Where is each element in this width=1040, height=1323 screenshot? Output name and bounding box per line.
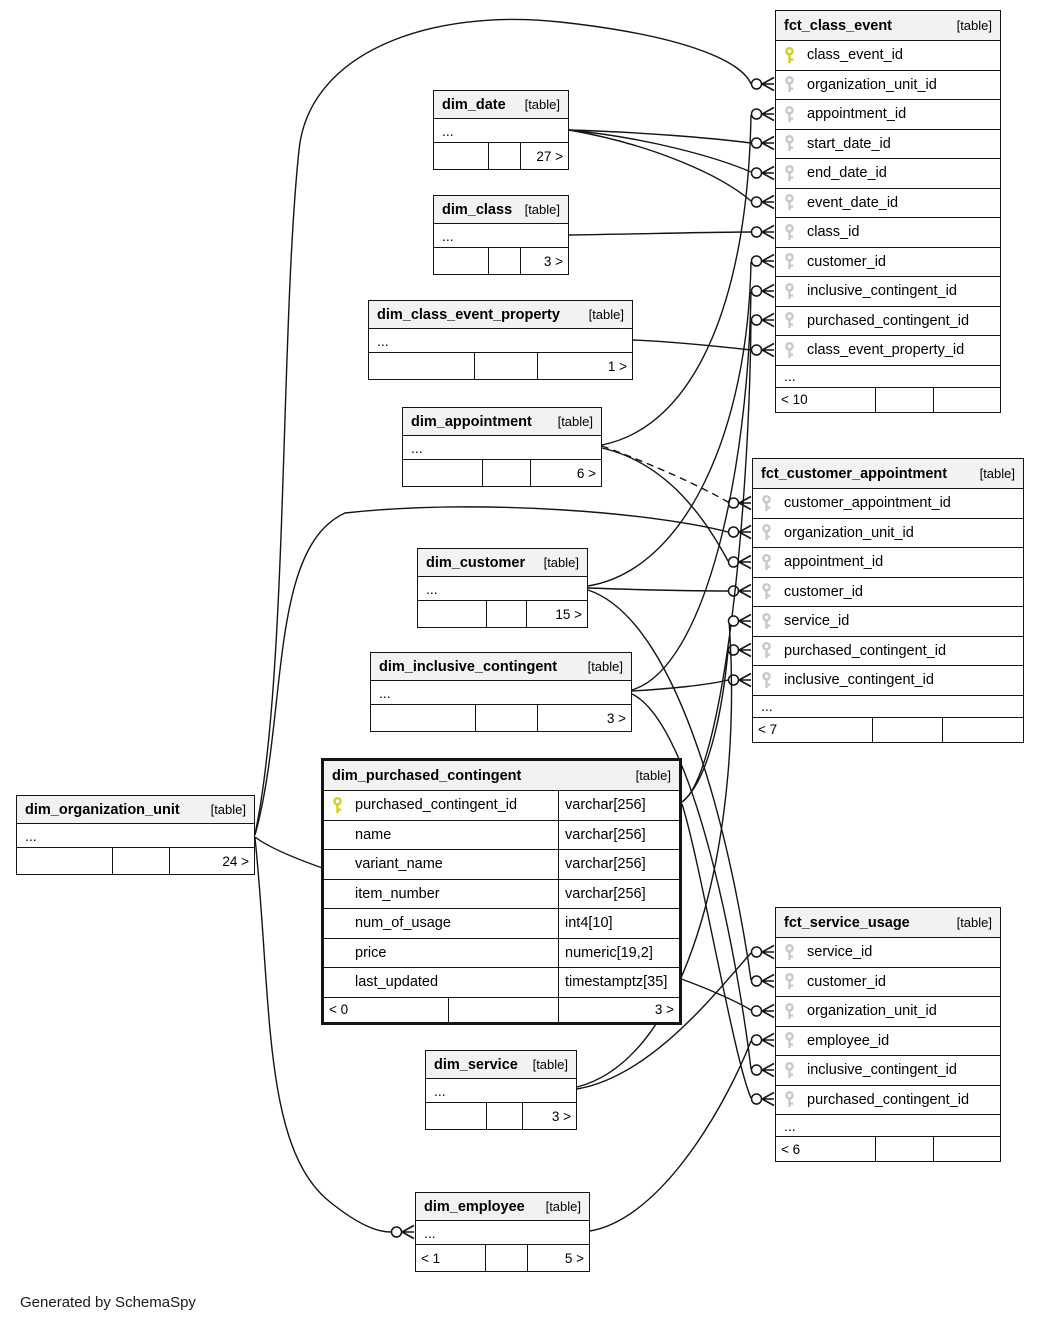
crowfoot-marker [739,497,751,510]
table-type-label: [table] [545,1199,581,1214]
table-title[interactable]: dim_service [434,1056,518,1073]
table-fct_class_event [775,10,1001,413]
column-row-organization_unit_id [776,71,1000,101]
footer-right-count: 15 > [526,601,587,627]
column-row-customer_id [776,248,1000,278]
foreign-key-icon [784,224,796,241]
column-row-employee_id [776,1027,1000,1057]
column-row-appointment_id [753,548,1023,578]
crowfoot-marker [762,285,774,298]
crowfoot-marker [739,585,751,598]
relationship-edge [588,588,728,591]
ellipsis-row: ... [371,681,631,705]
column-row-price [324,939,679,969]
footer-left-count [403,460,482,486]
column-row-inclusive_contingent_id [753,666,1023,696]
crowfoot-marker [739,644,751,657]
table-header [418,549,587,577]
zero-one-circle-marker [752,138,762,148]
column-name: num_of_usage [355,915,451,932]
crowfoot-marker [762,78,774,91]
footer-left-count: < 0 [329,1002,349,1017]
column-cell [776,194,1000,211]
relationship-edge [633,340,751,350]
column-name: event_date_id [807,194,899,211]
zero-one-circle-marker [752,1035,762,1045]
footer-left-count [434,143,488,169]
foreign-key-icon [784,106,796,123]
crowfoot-marker [762,1064,774,1077]
column-row-variant_name [324,850,679,880]
table-type-label: [table] [532,1057,568,1072]
column-row-purchased_contingent_id [776,307,1000,337]
table-title[interactable]: dim_class_event_property [377,306,560,323]
footer-right-count [933,388,1000,412]
footer-right-count: 3 > [520,248,568,274]
relationship-edge [569,232,751,235]
column-cell [776,1062,1000,1079]
column-name: customer_id [784,583,863,600]
zero-one-circle-marker [752,315,762,325]
column-name: class_id [807,224,860,241]
table-header [371,653,631,681]
column-name: name [355,826,392,843]
column-name: item_number [355,885,440,902]
zero-one-circle-marker [729,616,739,626]
footer-left-count [17,848,112,874]
column-row-class_event_property_id [776,336,1000,366]
column-row-end_date_id [776,159,1000,189]
footer-mid-cell [488,248,520,274]
ellipsis-row: ... [403,436,601,460]
column-row-customer_appointment_id [753,489,1023,519]
column-row-purchased_contingent_id [776,1086,1000,1116]
table-type-label: [table] [587,659,623,674]
table-title[interactable]: dim_employee [424,1198,525,1215]
column-cell [324,974,558,990]
footer-mid-cell [875,388,933,412]
table-dim_date [433,90,569,170]
column-cell [776,47,1000,64]
table-footer [426,1103,576,1129]
table-header [17,796,254,824]
column-name: price [355,944,387,961]
footer-left-count [426,1103,486,1129]
column-name: purchased_contingent_id [784,642,947,659]
crowfoot-marker [762,946,774,959]
footer-right-count: 6 > [530,460,601,486]
relationship-edge [632,680,728,691]
column-cell [776,106,1000,123]
ellipsis-row: ... [434,119,568,143]
column-name: end_date_id [807,165,887,182]
table-header [434,91,568,119]
ellipsis-row: ... [418,577,587,601]
table-header [403,408,601,436]
table-dim_class [433,195,569,275]
table-dim_customer [417,548,588,628]
column-row-class_event_id [776,41,1000,71]
column-cell [776,253,1000,270]
zero-one-circle-marker [752,79,762,89]
table-dim_appointment [402,407,602,487]
table-title[interactable]: dim_purchased_contingent [332,767,522,784]
footer-right-count [933,1137,1000,1161]
zero-one-circle-marker [752,168,762,178]
column-name: organization_unit_id [807,76,937,93]
ellipsis-row: ... [776,366,1000,388]
column-cell [776,973,1000,990]
foreign-key-icon [784,973,796,990]
column-row-service_id [776,938,1000,968]
primary-key-icon [784,47,796,64]
crowfoot-marker [762,975,774,988]
ellipsis-row: ... [17,824,254,848]
table-header [416,1193,589,1221]
column-type: varchar[256] [558,821,679,850]
zero-one-circle-marker [752,1094,762,1104]
foreign-key-icon [784,312,796,329]
crowfoot-marker [762,1005,774,1018]
zero-one-circle-marker [752,227,762,237]
table-footer [403,460,601,486]
table-footer [369,353,632,379]
table-footer [371,705,631,731]
column-cell [776,1003,1000,1020]
footer-mid-cell [482,460,530,486]
column-name: customer_appointment_id [784,495,951,512]
zero-one-circle-marker [752,109,762,119]
table-header [776,11,1000,41]
footer-left-count: < 10 [781,392,808,407]
table-title[interactable]: dim_customer [426,554,526,571]
crowfoot-marker [762,344,774,357]
column-row-name [324,821,679,851]
foreign-key-icon [784,1032,796,1049]
column-cell [776,1032,1000,1049]
column-cell [776,944,1000,961]
column-row-last_updated [324,968,679,998]
footer-mid-cell [486,601,527,627]
column-row-inclusive_contingent_id [776,277,1000,307]
footer-left-count [371,705,475,731]
table-dim_inclusive_contingent [370,652,632,732]
column-name: variant_name [355,856,443,873]
ellipsis-row: ... [753,696,1023,718]
table-type-label: [table] [635,768,671,783]
table-footer [776,388,1000,412]
table-type-label: [table] [979,466,1015,481]
table-title[interactable]: fct_customer_appointment [761,465,948,482]
footer-right-count: 3 > [537,705,631,731]
column-type: varchar[256] [558,791,679,820]
foreign-key-icon [761,672,773,689]
column-cell [753,495,1023,512]
table-footer [324,998,679,1022]
foreign-key-icon [761,642,773,659]
column-name: purchased_contingent_id [807,312,970,329]
column-row-organization_unit_id [776,997,1000,1027]
column-cell [324,915,558,931]
column-type: timestamptz[35] [558,968,679,997]
column-name: appointment_id [784,554,884,571]
column-row-service_id [753,607,1023,637]
crowfoot-marker [402,1226,414,1239]
table-header [776,908,1000,938]
column-name: start_date_id [807,135,891,152]
table-dim_purchased_contingent [321,758,682,1025]
table-title[interactable]: dim_class [442,201,513,218]
column-cell [324,856,558,872]
table-dim_organization_unit [16,795,255,875]
crowfoot-marker [762,314,774,327]
zero-one-circle-marker [392,1227,402,1237]
zero-one-circle-marker [752,256,762,266]
column-name: inclusive_contingent_id [807,283,957,300]
zero-one-circle-marker [752,345,762,355]
foreign-key-icon [761,583,773,600]
footer-left-count: < 7 [758,722,778,737]
table-header [434,196,568,224]
primary-key-icon [332,797,344,814]
relationship-edge [569,130,751,143]
footer-mid-cell [875,1137,933,1161]
table-type-label: [table] [557,414,593,429]
column-cell [324,827,558,843]
table-dim_service [425,1050,577,1130]
footer-mid-cell [486,1103,522,1129]
table-dim_class_event_property [368,300,633,380]
relationship-edge [569,130,751,172]
table-type-label: [table] [210,802,246,817]
footer-left-count [434,248,488,274]
zero-one-circle-marker [752,1006,762,1016]
crowfoot-marker [739,556,751,569]
column-cell [776,135,1000,152]
footer-right-count: 1 > [537,353,632,379]
table-type-label: [table] [956,18,992,33]
crowfoot-marker [762,137,774,150]
column-row-inclusive_contingent_id [776,1056,1000,1086]
table-dim_employee [415,1192,590,1272]
table-fct_customer_appointment [752,458,1024,743]
footer-right-count: 3 > [522,1103,576,1129]
column-type: varchar[256] [558,880,679,909]
footer-right-count [942,718,1023,742]
foreign-key-icon [784,135,796,152]
table-title[interactable]: dim_organization_unit [25,801,180,818]
crowfoot-marker [762,196,774,209]
column-cell [776,224,1000,241]
column-cell [776,312,1000,329]
column-row-organization_unit_id [753,519,1023,549]
column-cell [753,583,1023,600]
foreign-key-icon [784,76,796,93]
column-name: employee_id [807,1032,890,1049]
relationship-edge [682,651,728,802]
crowfoot-marker [739,674,751,687]
foreign-key-icon [784,194,796,211]
column-row-customer_id [776,968,1000,998]
footer-right-count: 24 > [169,848,254,874]
column-name: inclusive_contingent_id [807,1062,957,1079]
column-cell [324,886,558,902]
foreign-key-icon [784,1003,796,1020]
table-title[interactable]: fct_class_event [784,17,893,34]
footer-right-count: 3 > [558,998,679,1022]
ellipsis-row: ... [434,224,568,248]
table-type-label: [table] [524,97,560,112]
crowfoot-marker [762,226,774,239]
column-name: service_id [784,613,850,630]
table-type-label: [table] [524,202,560,217]
column-type: int4[10] [558,909,679,938]
column-row-appointment_id [776,100,1000,130]
zero-one-circle-marker [729,675,739,685]
footer-mid-cell [485,1245,527,1271]
foreign-key-icon [784,283,796,300]
column-name: purchased_contingent_id [807,1091,970,1108]
ellipsis-row: ... [426,1079,576,1103]
table-title[interactable]: dim_date [442,96,506,113]
table-fct_service_usage [775,907,1001,1162]
column-name: customer_id [807,253,886,270]
zero-one-circle-marker [752,286,762,296]
ellipsis-row: ... [369,329,632,353]
column-cell [776,165,1000,182]
relationship-edge [602,115,751,445]
column-type: varchar[256] [558,850,679,879]
foreign-key-icon [761,613,773,630]
table-title[interactable]: dim_appointment [411,413,532,430]
foreign-key-icon [784,253,796,270]
crowfoot-marker [762,255,774,268]
column-name: inclusive_contingent_id [784,672,934,689]
column-row-start_date_id [776,130,1000,160]
table-header [369,301,632,329]
zero-one-circle-marker [752,1065,762,1075]
crowfoot-marker [739,615,751,628]
table-title[interactable]: fct_service_usage [784,914,910,931]
column-row-event_date_id [776,189,1000,219]
column-row-purchased_contingent_id [753,637,1023,667]
foreign-key-icon [784,342,796,359]
table-type-label: [table] [543,555,579,570]
zero-one-circle-marker [729,586,739,596]
footer-mid-cell [872,718,942,742]
foreign-key-icon [761,524,773,541]
column-cell [753,613,1023,630]
column-cell [753,672,1023,689]
zero-one-circle-marker [752,197,762,207]
table-header [426,1051,576,1079]
column-cell [776,283,1000,300]
relationship-edge [569,130,751,201]
table-footer [434,248,568,274]
column-name: appointment_id [807,106,907,123]
column-name: organization_unit_id [807,1003,937,1020]
column-cell [776,1091,1000,1108]
column-name: customer_id [807,973,886,990]
column-cell [776,342,1000,359]
ellipsis-row: ... [416,1221,589,1245]
column-name: class_event_property_id [807,342,965,359]
column-type: numeric[19,2] [558,939,679,968]
footer-right-count: 5 > [527,1245,589,1271]
column-name: class_event_id [807,47,903,64]
relationship-edge [632,292,751,690]
zero-one-circle-marker [729,557,739,567]
crowfoot-marker [762,167,774,180]
footer-mid-cell [448,998,558,1022]
column-cell [324,945,558,961]
footer-mid-cell [112,848,169,874]
generator-credit: Generated by SchemaSpy [20,1294,196,1311]
footer-left-count: < 1 [421,1250,441,1266]
column-name: organization_unit_id [784,524,914,541]
column-cell [753,554,1023,571]
table-type-label: [table] [956,915,992,930]
footer-left-count [418,601,486,627]
column-row-item_number [324,880,679,910]
footer-mid-cell [475,705,537,731]
foreign-key-icon [761,495,773,512]
footer-mid-cell [488,143,520,169]
table-title[interactable]: dim_inclusive_contingent [379,658,558,675]
foreign-key-icon [784,1091,796,1108]
column-name: purchased_contingent_id [355,797,518,814]
table-footer [776,1137,1000,1161]
table-footer [753,718,1023,742]
table-type-label: [table] [588,307,624,322]
footer-left-count: < 6 [781,1141,801,1157]
crowfoot-marker [762,1034,774,1047]
table-footer [416,1245,589,1271]
foreign-key-icon [784,165,796,182]
column-cell [753,642,1023,659]
column-row-customer_id [753,578,1023,608]
column-cell [776,76,1000,93]
relationship-edge [602,448,728,561]
zero-one-circle-marker [729,527,739,537]
footer-left-count [369,353,474,379]
crowfoot-marker [762,108,774,121]
column-cell [324,797,558,814]
footer-mid-cell [474,353,537,379]
foreign-key-icon [784,944,796,961]
column-row-num_of_usage [324,909,679,939]
column-cell [753,524,1023,541]
footer-right-count: 27 > [520,143,568,169]
table-footer [17,848,254,874]
zero-one-circle-marker [752,976,762,986]
ellipsis-row: ... [776,1115,1000,1137]
table-header [753,459,1023,489]
column-name: service_id [807,944,873,961]
table-header [324,761,679,791]
column-row-purchased_contingent_id [324,791,679,821]
table-footer [418,601,587,627]
foreign-key-icon [784,1062,796,1079]
zero-one-circle-marker [752,947,762,957]
column-name: last_updated [355,974,439,991]
crowfoot-marker [762,1093,774,1106]
foreign-key-icon [761,554,773,571]
column-row-class_id [776,218,1000,248]
table-footer [434,143,568,169]
